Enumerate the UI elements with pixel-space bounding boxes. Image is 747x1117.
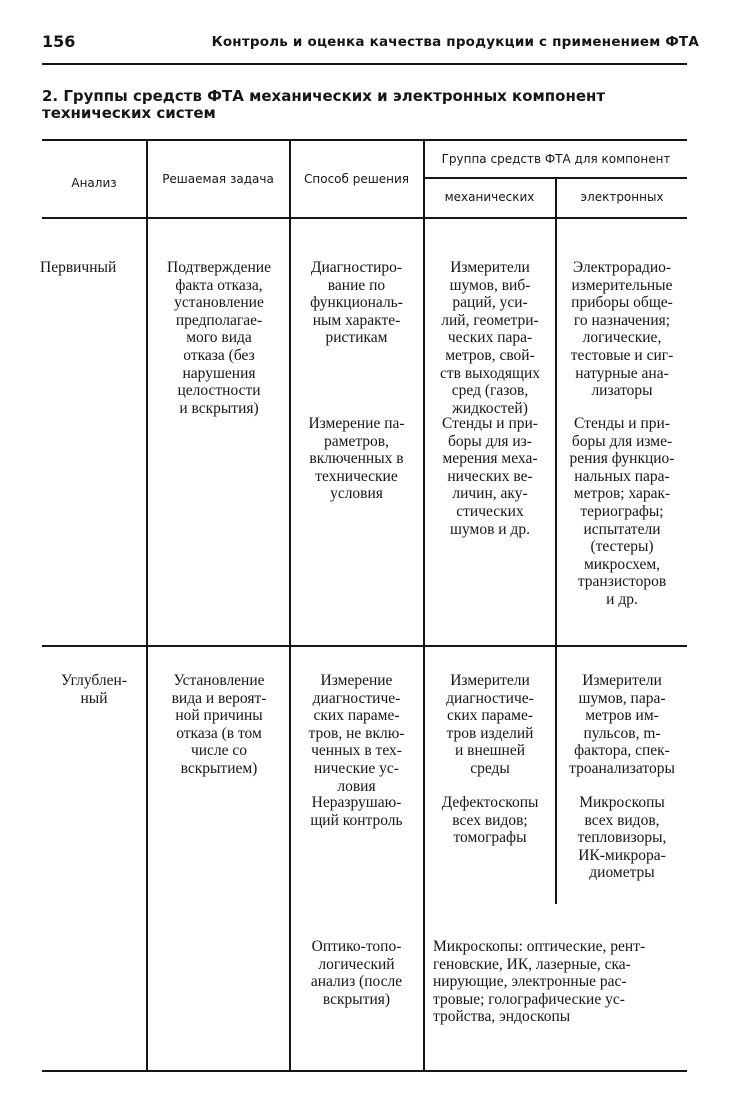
row1-elec2: Стенды и при- боры для изме- рения функцио- нальных пара- метров; харак- териографы; испытатели (тестеры) микросхем, транзисторов и др. [569, 415, 675, 608]
running-title: Контроль и оценка качества продукции с применением ФТА [211, 34, 699, 50]
row1-mech1: Измерители шумов, виб- раций, уси- лий, геометри- ческих пара- метров, свой- ств выходящих сред (газов, жидкостей) [439, 259, 541, 417]
table-bottom-rule [42, 1070, 687, 1072]
row2-method3: Оптико-топо- логический анализ (после вскрытия) [310, 938, 403, 1008]
row1-method2: Измерение па- раметров, включенных в технические условия [308, 415, 405, 503]
table-top-rule [42, 139, 687, 141]
header-rule [42, 63, 687, 65]
header-analysis: Анализ [71, 176, 117, 190]
row2-method2: Неразрушаю- щий контроль [310, 794, 403, 829]
header-method: Способ решения [304, 172, 409, 186]
row1-elec1: Электрорадио- измерительные приборы обще- го назначения; логические, тестовые и сиг- натурные ана- лизаторы [570, 259, 674, 400]
row1-analysis: Первичный [40, 259, 117, 276]
header-group: Группа средств ФТА для компонент [441, 152, 671, 166]
row1-mech2: Стенды и при- боры для из- мерения меха- нических ве- личин, аку- стических шумов и др. [442, 415, 538, 538]
row2-combined: Микроскопы: оптические, рент- геновские, ИК, лазерные, ска- нирующие, электронные рас- тровые; голографические ус- тройства, эндоскопы [433, 938, 646, 1026]
row2-method1: Измерение диагностиче- ских параме- тров, не вклю- ченных в тех- нические ус- ловия [308, 672, 405, 795]
header-task: Решаемая задача [162, 172, 274, 186]
table-caption: 2. Группы средств ФТА механических и электронных компонент технических систем [42, 87, 606, 122]
row2-mech1: Измерители диагностиче- ских параме- тров изделий и внешней среды [446, 672, 534, 777]
page-number: 156 [42, 32, 76, 51]
row2-task: Установление вида и вероят- ной причины отказа (в том числе со вскрытием) [171, 672, 267, 777]
row2-analysis: Углублен- ный [60, 672, 128, 707]
header-electronic: электронных [580, 190, 664, 204]
row2-elec1: Измерители шумов, пара- метров им- пульсов, m- фактора, спек- троанализаторы [569, 672, 675, 777]
header-bottom-rule [42, 217, 687, 219]
row-divider [42, 645, 687, 647]
row1-task: Подтверждение факта отказа, установление предполагае- мого вида отказа (без нарушения целостности и вскрытия) [167, 259, 271, 417]
row1-method1: Диагностиро- вание по функциональ- ным характе- ристикам [310, 259, 403, 347]
header-mechanical: механических [444, 190, 535, 204]
column-rule-1 [146, 140, 148, 1070]
row2-mech2: Дефектоскопы всех видов; томографы [441, 794, 539, 847]
row2-elec2: Микроскопы всех видов, тепловизоры, ИК-микрора- диометры [577, 794, 667, 882]
